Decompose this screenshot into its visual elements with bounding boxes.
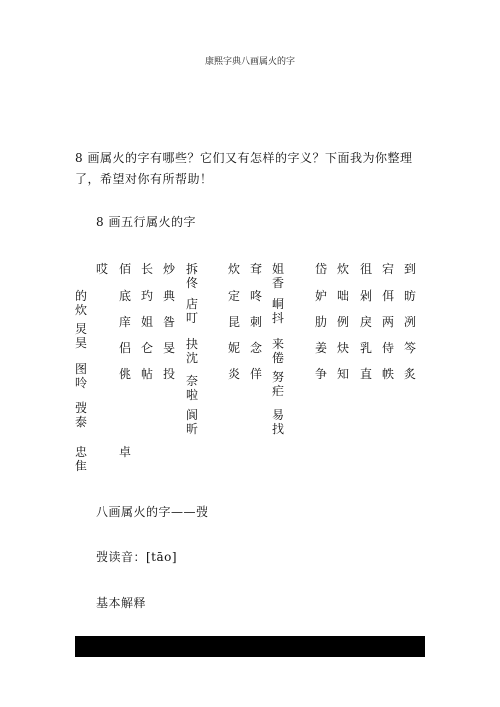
char: 啦 (186, 388, 199, 402)
char: 直 (360, 367, 373, 381)
char: 耷 (250, 262, 263, 276)
char: 戾 (360, 315, 373, 329)
char: 炊 (75, 303, 88, 317)
char: 姐 (141, 315, 154, 329)
char: 炅 (75, 322, 88, 336)
char: 倦 (272, 351, 285, 365)
char: 姜 (315, 341, 328, 355)
char: 例 (337, 315, 350, 329)
reading: 弢读音：[tāo] (96, 550, 178, 564)
char: 炎 (228, 367, 241, 381)
basic-heading: 基本解释 (96, 596, 147, 610)
char: 叮 (186, 311, 199, 325)
char: 佴 (382, 289, 395, 303)
char: 两 (382, 315, 395, 329)
char: 侣 (119, 341, 132, 355)
char: 沈 (186, 351, 199, 365)
char: 旻 (163, 341, 176, 355)
char: 炊 (337, 262, 350, 276)
char: 佰 (119, 262, 132, 276)
char: 妮 (228, 341, 241, 355)
char: 仑 (141, 341, 154, 355)
char: 到 (404, 262, 417, 276)
char: 抉 (186, 337, 199, 351)
char: 剁 (360, 289, 373, 303)
char: 炔 (337, 341, 350, 355)
char: 冽 (404, 315, 417, 329)
char: 的 (75, 289, 88, 303)
char: 找 (272, 422, 285, 436)
char: 侍 (382, 341, 395, 355)
char: 长 (141, 262, 154, 276)
char: 帙 (382, 367, 395, 381)
subheading: 八画属火的字——弢 (96, 505, 209, 519)
char: 抖 (272, 311, 285, 325)
char: 昉 (404, 289, 417, 303)
char: 底 (119, 289, 132, 303)
char: 卓 (119, 445, 132, 459)
section-title: 8 画五行属火的字 (96, 215, 196, 229)
char: 来 (272, 337, 285, 351)
char: 昕 (186, 422, 199, 436)
char: 玓 (141, 289, 154, 303)
char: 知 (337, 367, 350, 381)
char: 肋 (315, 315, 328, 329)
char: 徂 (360, 262, 373, 276)
char: 佟 (186, 276, 199, 290)
char: 典 (163, 289, 176, 303)
footer-bar (75, 636, 425, 657)
char: 努 (272, 370, 285, 384)
char: 投 (163, 367, 176, 381)
char: 弢 (75, 401, 88, 415)
char: 佻 (119, 367, 132, 381)
char: 炒 (163, 262, 176, 276)
char: 刺 (250, 315, 263, 329)
char: 炊 (228, 262, 241, 276)
char: 疟 (272, 384, 285, 398)
char: 宕 (382, 262, 395, 276)
char: 奈 (186, 374, 199, 388)
char: 咚 (250, 289, 263, 303)
char: 隹 (75, 459, 88, 473)
char: 昊 (75, 336, 88, 350)
char: 笒 (404, 341, 417, 355)
char: 妒 (315, 289, 328, 303)
char: 易 (272, 408, 285, 422)
char: 庠 (119, 315, 132, 329)
char: 泰 (75, 415, 88, 429)
char: 咄 (337, 289, 350, 303)
char: 岱 (315, 262, 328, 276)
char: 峒 (272, 297, 285, 311)
char: 姐 (272, 262, 285, 276)
char: 店 (186, 297, 199, 311)
intro-paragraph: 8 画属火的字有哪些？它们又有怎样的字义？下面我为你整理了，希望对你有所帮助！ (75, 151, 413, 186)
page-header: 康熙字典八画属火的字 (204, 57, 295, 67)
char: 香 (272, 276, 285, 290)
char: 争 (315, 367, 328, 381)
char: 阆 (186, 408, 199, 422)
char: 乳 (360, 341, 373, 355)
char: 呤 (75, 376, 88, 390)
char: 定 (228, 289, 241, 303)
char: 念 (250, 341, 263, 355)
char: 忠 (75, 445, 88, 459)
char: 昆 (228, 315, 241, 329)
char: 炙 (404, 367, 417, 381)
char: 图 (75, 362, 88, 376)
char: 佯 (250, 367, 263, 381)
char: 拆 (186, 262, 199, 276)
char: 帖 (141, 367, 154, 381)
char: 昝 (163, 315, 176, 329)
char: 哎 (96, 262, 109, 276)
